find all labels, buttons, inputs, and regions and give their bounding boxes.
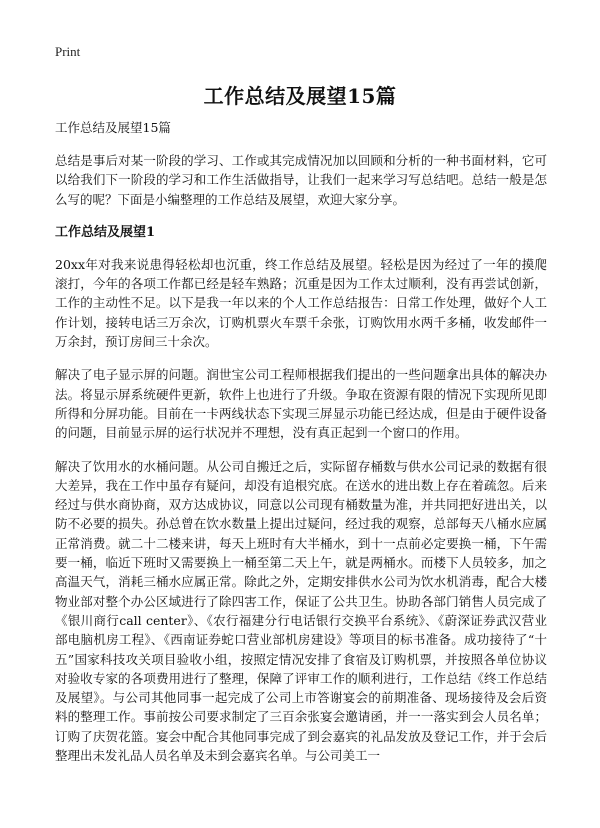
body-paragraph: 解决了饮用水的水桶问题。从公司自搬迁之后，实际留存桶数与供水公司记录的数据有很大差异，我在工作中虽存有疑问，却没有追根究底。在送水的进出数上存在着疏忽。后来经过与供水商协商，双方达成协议，同意以公司现有桶数量为准，并共同把好进出关，以防不必要的损失。孙总曾在饮水数量上提出过疑问，经过我的观察，总部每天八桶水应属正常消费。就二十二楼来讲，每天上班时有大半桶水，到十一点前必定要换一桶，下午需要一桶，临近下班时又需要换上一桶至第二天上午，就是两桶水。而楼下人员较多，加之高温天气，消耗三桶水应属正常。除此之外，定期安排供水公司为饮水机消毒，配合大楼物业部对整个办公区域进行了除四害工作，保证了公共卫生。协助各部门销售人员完成了《银川商行call center》、《农行福建分行电话银行交换平台系统》、《蔚深证券武汉营业部电脑机房工程》、《西南证券蛇口营业部机房建设》等项目的标书准备。成功接待了“十五”国家科技攻关项目验收小组，按照定情况安排了食宿及订购机票，并按照各单位协议对验收专家的各项费用进行了整理，保障了评审工作的顺利进行，工作总结《终工作总结及展望》。与公司其他同事一起完成了公司上市答谢宴会的前期准备、现场接待及会后资料的整理工作。事前按公司要求制定了三百余张宴会邀请函，并一一落实到会人员名单；订购了庆贺花篮。宴会中配合其他同事完成了到会嘉宾的礼品发放及登记工作，并于会后整理出未发礼品人员名单及未到会嘉宾名单。与公司美工一 [55,458,547,764]
section-heading: 工作总结及展望1 [55,224,156,240]
body-paragraph: 20xx年对我来说患得轻松却也沉重，终工作总结及展望。轻松是因为经过了一年的摸爬滚打，今年的各项工作都已经是轻车熟路；沉重是因为工作太过顺利，没有再尝试创新，工作的主动性不足。以下是我一年以来的个人工作总结报告：日常工作处理，做好个人工作计划，接转电话三万余次，订购机票火车票千余张，订购饮用水两千多桶，收发邮件一万余封，预订房间三十余次。 [55,256,547,350]
page-title: 工作总结及展望15篇 [203,84,397,108]
body-paragraph: 解决了电子显示屏的问题。润世宝公司工程师根据我们提出的一些问题拿出具体的解决办法。将显示屏系统硬件更新，软件上也进行了升级。争取在资源有限的情况下实现所见即所得和分屏功能。目前在一卡两线状态下实现三屏显示功能已经达成，但是由于硬件设备的问题，目前显示屏的运行状况并不理想，没有真正起到一个窗口的作用。 [55,367,547,441]
intro-paragraph: 总结是事后对某一阶段的学习、工作或其完成情况加以回顾和分析的一种书面材料，它可以给我们下一阶段的学习和工作生活做指导，让我们一起来学习写总结吧。总结一般是怎么写的呢？下面是小编整理的工作总结及展望，欢迎大家分享。 [55,153,547,207]
document-subtitle: 工作总结及展望15篇 [55,120,171,135]
document-body [55,118,547,779]
print-link[interactable]: Print [55,44,81,59]
